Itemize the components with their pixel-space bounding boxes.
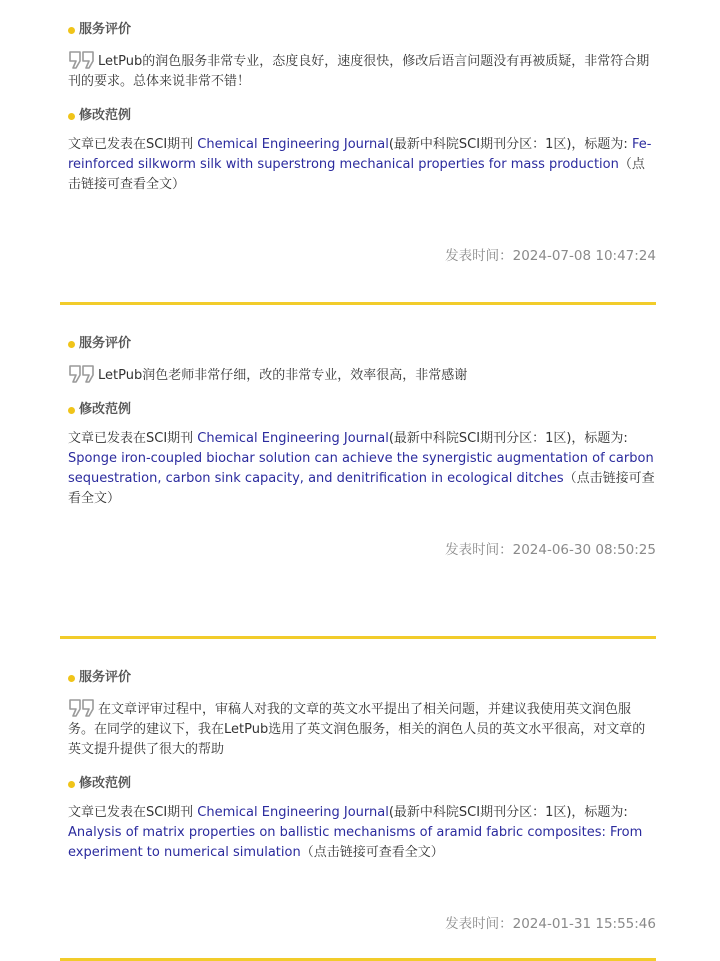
example-heading: 修改范例 xyxy=(60,774,656,794)
example-text: 文章已发表在SCI期刊 Chemical Engineering Journal(最新中科院SCI期刊分区：1区)，标题为: Analysis of matrix properties on ballistic mechanisms of aramid fabric composites: From experiment to numerical simulation（点击链接可查看全文） xyxy=(68,805,643,860)
bullet-dot-icon xyxy=(68,341,75,348)
review-text: LetPub润色老师非常仔细，改的非常专业，效率很高，非常感谢 xyxy=(98,368,468,383)
article-link[interactable]: Fe-reinforced silkworm silk with superstrong mechanical properties for mass production xyxy=(68,137,652,172)
quote-icon xyxy=(68,364,96,384)
publish-time: 发表时间：2024-01-31 15:55:46 xyxy=(445,916,656,932)
service-heading: 服务评价 xyxy=(60,20,656,40)
journal-link[interactable]: Chemical Engineering Journal xyxy=(197,137,389,152)
example-text: 文章已发表在SCI期刊 Chemical Engineering Journal(最新中科院SCI期刊分区：1区)，标题为: Sponge iron-coupled biochar solution can achieve the synergistic augmentation of carbon sequestration, carbon sink capacity, and denitrification in ecological ditches（点击链接可查看全文） xyxy=(68,431,655,506)
review-entry-1 xyxy=(60,20,656,195)
bullet-dot-icon xyxy=(68,113,75,120)
review-text-block xyxy=(68,50,656,92)
review-text: 在文章评审过程中，审稿人对我的文章的英文水平提出了相关问题，并建议我使用英文润色服务。在同学的建议下，我在LetPub选用了英文润色服务，相关的润色人员的英文水平很高，对文章的英文提升提供了很大的帮助 xyxy=(68,702,646,757)
review-text-block xyxy=(68,364,656,386)
quote-icon xyxy=(68,50,96,70)
review-entry-2 xyxy=(60,334,656,509)
journal-link[interactable]: Chemical Engineering Journal xyxy=(197,431,389,446)
bullet-dot-icon xyxy=(68,27,75,34)
article-link[interactable]: Analysis of matrix properties on ballistic mechanisms of aramid fabric composites: From experiment to numerical simulation xyxy=(68,825,643,860)
link-note: （点击链接可查看全文） xyxy=(300,845,444,860)
review-entry-3 xyxy=(60,668,656,863)
article-link[interactable]: Sponge iron-coupled biochar solution can achieve the synergistic augmentation of carbon sequestration, carbon sink capacity, and denitrification in ecological ditches xyxy=(68,451,654,486)
entry-divider xyxy=(60,302,656,305)
review-text-block xyxy=(68,698,656,760)
link-note: （点击链接可查看全文） xyxy=(68,157,645,192)
bullet-dot-icon xyxy=(68,407,75,414)
publish-time: 发表时间：2024-07-08 10:47:24 xyxy=(445,248,656,264)
service-heading: 服务评价 xyxy=(60,334,656,354)
example-heading: 修改范例 xyxy=(60,400,656,420)
link-note: （点击链接可查看全文） xyxy=(68,471,655,506)
review-text: LetPub的润色服务非常专业，态度良好，速度很快，修改后语言问题没有再被质疑，非常符合期刊的要求。总体来说非常不错！ xyxy=(68,54,650,89)
bullet-dot-icon xyxy=(68,675,75,682)
journal-link[interactable]: Chemical Engineering Journal xyxy=(197,805,389,820)
entry-divider xyxy=(60,636,656,639)
example-heading: 修改范例 xyxy=(60,106,656,126)
example-text: 文章已发表在SCI期刊 Chemical Engineering Journal(最新中科院SCI期刊分区：1区)，标题为: Fe-reinforced silkworm silk with superstrong mechanical properties for mass production（点击链接可查看全文） xyxy=(68,137,652,192)
publish-time: 发表时间：2024-06-30 08:50:25 xyxy=(445,542,656,558)
quote-icon xyxy=(68,698,96,718)
service-heading: 服务评价 xyxy=(60,668,656,688)
bullet-dot-icon xyxy=(68,781,75,788)
